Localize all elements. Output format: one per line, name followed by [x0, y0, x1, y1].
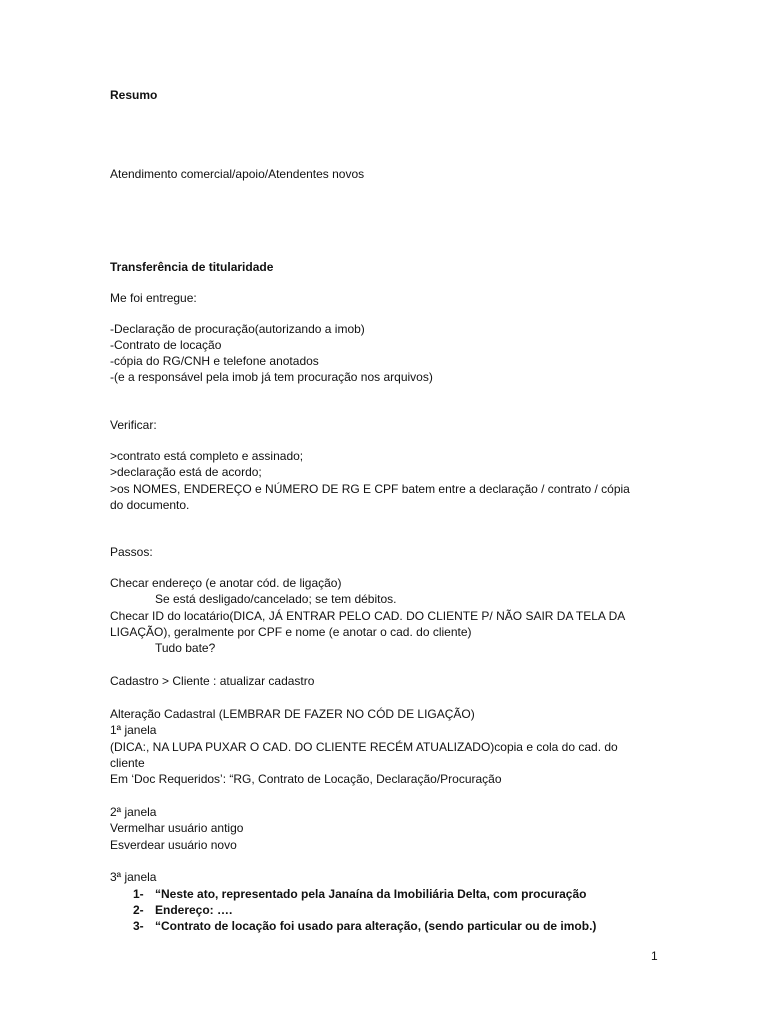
heading-resumo: Resumo	[110, 88, 158, 102]
steps-label: Passos:	[110, 545, 153, 559]
received-item: -(e a responsável pela imob já tem procuração nos arquivos)	[110, 370, 433, 384]
received-label: Me foi entregue:	[110, 291, 197, 305]
list-item-text: Endereço: ….	[155, 903, 233, 917]
window1-line: (DICA:, NA LUPA PUXAR O CAD. DO CLIENTE RECÉM ATUALIZADO)copia e cola do cad. do	[110, 740, 618, 754]
received-item: -Declaração de procuração(autorizando a imob)	[110, 322, 365, 336]
verify-item: >contrato está completo e assinado;	[110, 449, 304, 463]
verify-item: >os NOMES, ENDEREÇO e NÚMERO DE RG E CPF batem entre a declaração / contrato / cópia	[110, 482, 630, 496]
list-item-text: “Neste ato, representado pela Janaína da Imobiliária Delta, com procuração	[155, 887, 587, 901]
window2-line: Esverdear usuário novo	[110, 838, 237, 852]
window2-line: Vermelhar usuário antigo	[110, 821, 244, 835]
received-item: -cópia do RG/CNH e telefone anotados	[110, 354, 319, 368]
verify-label: Verificar:	[110, 418, 157, 432]
step-line: LIGAÇÃO), geralmente por CPF e nome (e anotar o cad. do cliente)	[110, 625, 472, 639]
window3-label: 3ª janela	[110, 870, 157, 884]
verify-item: >declaração está de acordo;	[110, 465, 262, 479]
list-number: 3-	[133, 919, 144, 933]
step-line: Tudo bate?	[155, 641, 216, 655]
list-item-text: “Contrato de locação foi usado para alteração, (sendo particular ou de imob.)	[155, 919, 597, 933]
step-line: Checar endereço (e anotar cód. de ligação)	[110, 576, 342, 590]
alteracao-title: Alteração Cadastral (LEMBRAR DE FAZER NO CÓD DE LIGAÇÃO)	[110, 707, 475, 721]
step-line: Checar ID do locatário(DICA, JÁ ENTRAR PELO CAD. DO CLIENTE P/ NÃO SAIR DA TELA DA	[110, 609, 626, 623]
cadastro-line: Cadastro > Cliente : atualizar cadastro	[110, 674, 315, 688]
document-subtitle: Atendimento comercial/apoio/Atendentes novos	[110, 167, 365, 181]
section-title: Transferência de titularidade	[110, 260, 274, 274]
list-number: 2-	[133, 903, 144, 917]
verify-item: do documento.	[110, 498, 190, 512]
step-line: Se está desligado/cancelado; se tem débitos.	[155, 592, 397, 606]
received-item: -Contrato de locação	[110, 338, 222, 352]
page-number: 1	[651, 949, 658, 963]
window1-label: 1ª janela	[110, 723, 157, 737]
window1-line: cliente	[110, 756, 145, 770]
window1-line: Em ‘Doc Requeridos’: “RG, Contrato de Locação, Declaração/Procuração	[110, 772, 502, 786]
list-number: 1-	[133, 887, 144, 901]
window2-label: 2ª janela	[110, 805, 157, 819]
